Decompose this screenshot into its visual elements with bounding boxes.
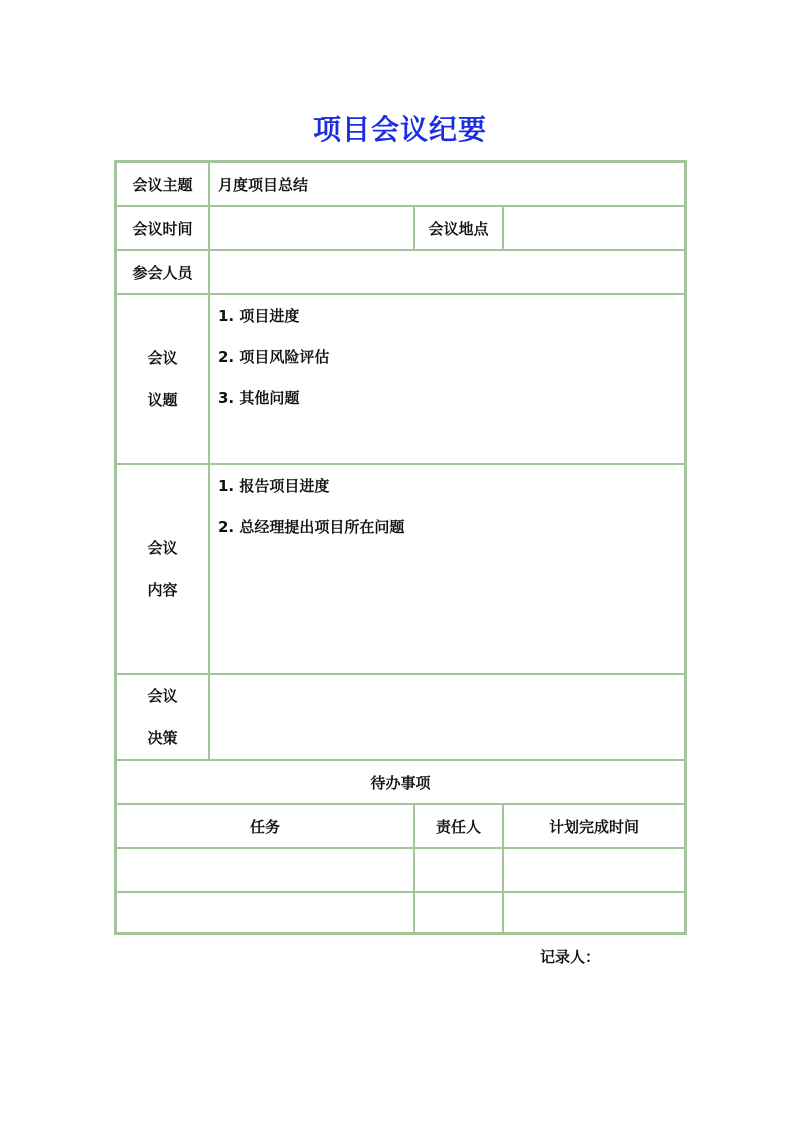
todo-header: 待办事项 xyxy=(116,760,685,804)
content-label-line1: 会议 xyxy=(147,539,178,557)
todo-owner-cell[interactable] xyxy=(414,892,503,933)
todo-column-task: 任务 xyxy=(116,804,414,848)
content-label-line2: 内容 xyxy=(147,581,178,599)
decision-label-line1: 会议 xyxy=(147,687,178,705)
decision-label-line2: 决策 xyxy=(147,729,178,747)
agenda-label-line1: 会议 xyxy=(147,349,178,367)
todo-deadline-cell[interactable] xyxy=(503,892,685,933)
decision-label xyxy=(116,674,209,760)
content-field[interactable] xyxy=(209,464,685,674)
todo-owner-cell[interactable] xyxy=(414,848,503,892)
agenda-field[interactable] xyxy=(209,294,685,464)
content-item: 1. 报告项目进度 xyxy=(218,477,330,495)
todo-task-cell[interactable] xyxy=(116,848,414,892)
todo-task-cell[interactable] xyxy=(116,892,414,933)
meeting-minutes-form xyxy=(114,160,687,935)
attendees-field[interactable] xyxy=(209,250,685,294)
todo-column-owner: 责任人 xyxy=(414,804,503,848)
time-label: 会议时间 xyxy=(116,206,209,250)
content-label xyxy=(116,464,209,674)
page-title: 项目会议纪要 xyxy=(312,113,487,146)
attendees-label: 参会人员 xyxy=(116,250,209,294)
agenda-item: 1. 项目进度 xyxy=(218,307,300,325)
time-field[interactable] xyxy=(209,206,414,250)
topic-label: 会议主题 xyxy=(116,162,209,206)
agenda-item: 2. 项目风险评估 xyxy=(218,348,330,366)
todo-column-deadline: 计划完成时间 xyxy=(503,804,685,848)
agenda-label-line2: 议题 xyxy=(147,391,178,409)
decision-field[interactable] xyxy=(209,674,685,760)
agenda-item: 3. 其他问题 xyxy=(218,389,300,407)
location-field[interactable] xyxy=(503,206,685,250)
recorder-label: 记录人： xyxy=(540,948,601,966)
location-label: 会议地点 xyxy=(414,206,503,250)
content-item: 2. 总经理提出项目所在问题 xyxy=(218,518,405,536)
topic-field[interactable]: 月度项目总结 xyxy=(209,162,685,206)
todo-deadline-cell[interactable] xyxy=(503,848,685,892)
agenda-label xyxy=(116,294,209,464)
